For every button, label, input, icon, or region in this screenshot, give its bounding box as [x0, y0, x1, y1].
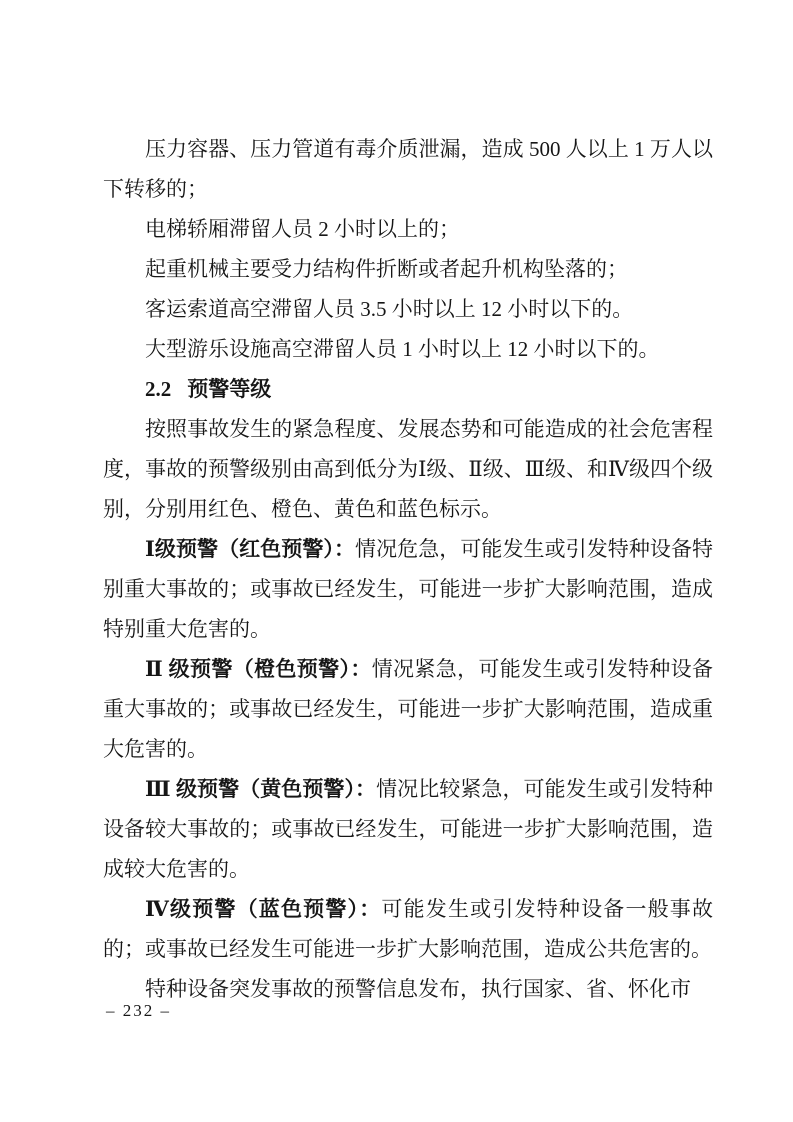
paragraph-warning-level-1 — [103, 529, 713, 649]
paragraph-warning-level-4 — [103, 889, 713, 969]
warning-level-3-label: Ⅲ 级预警（黄色预警）： — [145, 777, 377, 801]
page-footer — [106, 1000, 171, 1022]
warning-level-4-label: Ⅳ级预警（蓝色预警）： — [145, 897, 382, 921]
paragraph-elevator: 电梯轿厢滞留人员 2 小时以上的； — [145, 217, 460, 241]
paragraph-amusement-ride: 大型游乐设施高空滞留人员 1 小时以上 12 小时以下的。 — [145, 337, 660, 361]
paragraph-warning-intro: 按照事故发生的紧急程度、发展态势和可能造成的社会危害程度，事故的预警级别由高到低分为Ⅰ级、Ⅱ级、Ⅲ级、和Ⅳ级四个级别，分别用红色、橙色、黄色和蓝色标示。 — [103, 417, 713, 521]
paragraph-warning-level-2 — [103, 649, 713, 769]
section-heading — [103, 369, 713, 409]
warning-level-4-text: 可能发生或引发特种设备一般事故的；或事故已经发生可能进一步扩大影响范围，造成公共危害的。 — [103, 897, 713, 961]
section-number: 2.2 — [145, 377, 172, 401]
page-number: – 232 – — [106, 1001, 171, 1020]
warning-level-3-text: 情况比较紧急，可能发生或引发特种设备较大事故的；或事故已经发生，可能进一步扩大影响范围，造成较大危害的。 — [103, 777, 714, 881]
paragraph-ropeway: 客运索道高空滞留人员 3.5 小时以上 12 小时以下的。 — [145, 297, 634, 321]
paragraph-closing: 特种设备突发事故的预警信息发布，执行国家、省、怀化市 — [145, 977, 691, 1001]
warning-level-2-label: Ⅱ 级预警（橙色预警）： — [145, 657, 372, 681]
section-title: 预警等级 — [187, 377, 272, 401]
paragraph-crane: 起重机械主要受力结构件折断或者起升机构坠落的； — [145, 257, 628, 281]
warning-level-1-label: Ⅰ级预警（红色预警）： — [145, 537, 356, 561]
warning-level-1-text: 情况危急，可能发生或引发特种设备特别重大事故的；或事故已经发生，可能进一步扩大影响范围，造成特别重大危害的。 — [103, 537, 714, 641]
paragraph-pressure-vessel: 压力容器、压力管道有毒介质泄漏，造成 500 人以上 1 万人以下转移的； — [103, 137, 713, 201]
document-content — [103, 129, 713, 1009]
paragraph-warning-level-3 — [103, 769, 713, 889]
warning-level-2-text: 情况紧急，可能发生或引发特种设备重大事故的；或事故已经发生，可能进一步扩大影响范围，造成重大危害的。 — [103, 657, 714, 761]
